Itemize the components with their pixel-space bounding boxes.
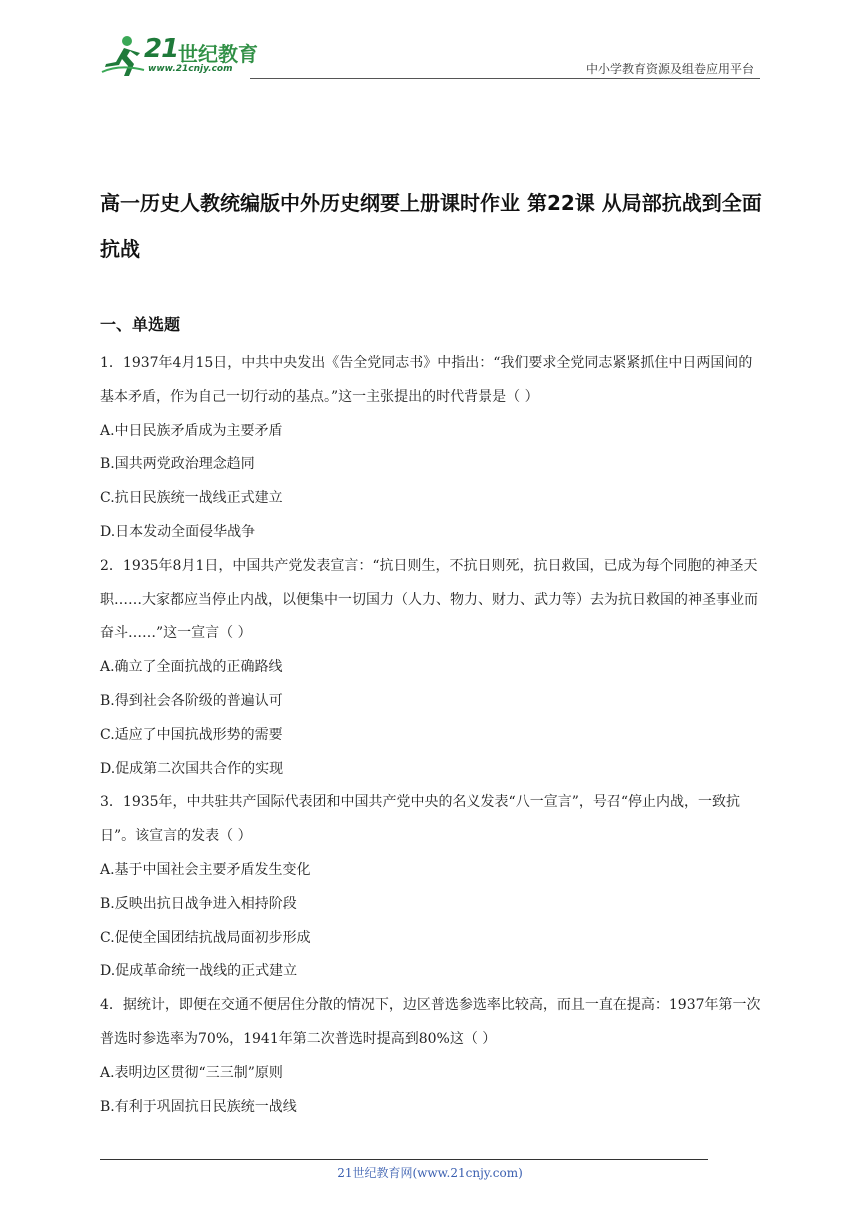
- question-option: B.得到社会各阶级的普遍认可: [100, 692, 283, 709]
- footer-text: 21世纪教育网(www.21cnjy.com): [337, 1166, 523, 1180]
- logo-number: 21: [144, 34, 179, 64]
- question-option: A.表明边区贯彻“三三制”原则: [100, 1064, 283, 1081]
- question-stem: 4．据统计，即便在交通不便居住分散的情况下，边区普选参选率比较高，而且一直在提高：1937年第一次普选时参选率为70%，1941年第二次普选时提高到80%这（ ）: [100, 997, 761, 1047]
- question-option: C.促使全国团结抗战局面初步形成: [100, 929, 311, 946]
- question-option: D.促成革命统一战线的正式建立: [100, 963, 298, 980]
- question-stem: 3．1935年，中共驻共产国际代表团和中国共产党中央的名义发表“八一宣言”，号召“停止内战，一致抗日”。该宣言的发表（ ）: [100, 794, 741, 845]
- runner-logo-icon: [100, 34, 146, 78]
- question-option: D.促成第二次国共合作的实现: [100, 760, 284, 777]
- question-option: B.有利于巩固抗日民族统一战线: [100, 1098, 297, 1115]
- question-option: A.确立了全面抗战的正确路线: [100, 659, 283, 676]
- question-option: C.抗日民族统一战线正式建立: [100, 490, 283, 507]
- question-stem: 2．1935年8月1日，中国共产党发表宣言：“抗日则生，不抗日则死，抗日救国，已成为每个同胞的神圣天职……大家都应当停止内战，以便集中一切国力（人力、物力、财力、武力等）去为抗日救国的神圣事业而奋斗……”这一宣言（ ）: [100, 557, 758, 642]
- question: [100, 550, 765, 787]
- question: [100, 347, 765, 550]
- logo-url: www.21cnjy.com: [148, 64, 233, 74]
- logo: [100, 34, 260, 78]
- platform-label: 中小学教育资源及组卷应用平台: [585, 62, 754, 76]
- question-option: A.中日民族矛盾成为主要矛盾: [100, 422, 283, 439]
- footer-divider: [100, 1159, 708, 1160]
- question: [100, 786, 765, 989]
- question-option: B.反映出抗日战争进入相持阶段: [100, 895, 297, 912]
- question-list: [100, 347, 765, 1124]
- question-stem: 1．1937年4月15日，中共中央发出《告全党同志书》中指出：“我们要求全党同志紧紧抓住中日两国间的基本矛盾，作为自己一切行动的基点。”这一主张提出的时代背景是（ ）: [100, 355, 753, 405]
- document-title: 高一历史人教统编版中外历史纲要上册课时作业 第22课 从局部抗战到全面抗战: [100, 191, 762, 261]
- question-option: A.基于中国社会主要矛盾发生变化: [100, 861, 311, 878]
- question: [100, 989, 765, 1124]
- logo-text: 世纪教育: [178, 42, 258, 66]
- question-option: D.日本发动全面侵华战争: [100, 523, 256, 540]
- header-divider: [250, 78, 760, 79]
- page-header: [100, 30, 760, 78]
- question-option: B.国共两党政治理念趋同: [100, 456, 255, 473]
- section-title: 一、单选题: [100, 315, 181, 334]
- question-option: C.适应了中国抗战形势的需要: [100, 726, 283, 743]
